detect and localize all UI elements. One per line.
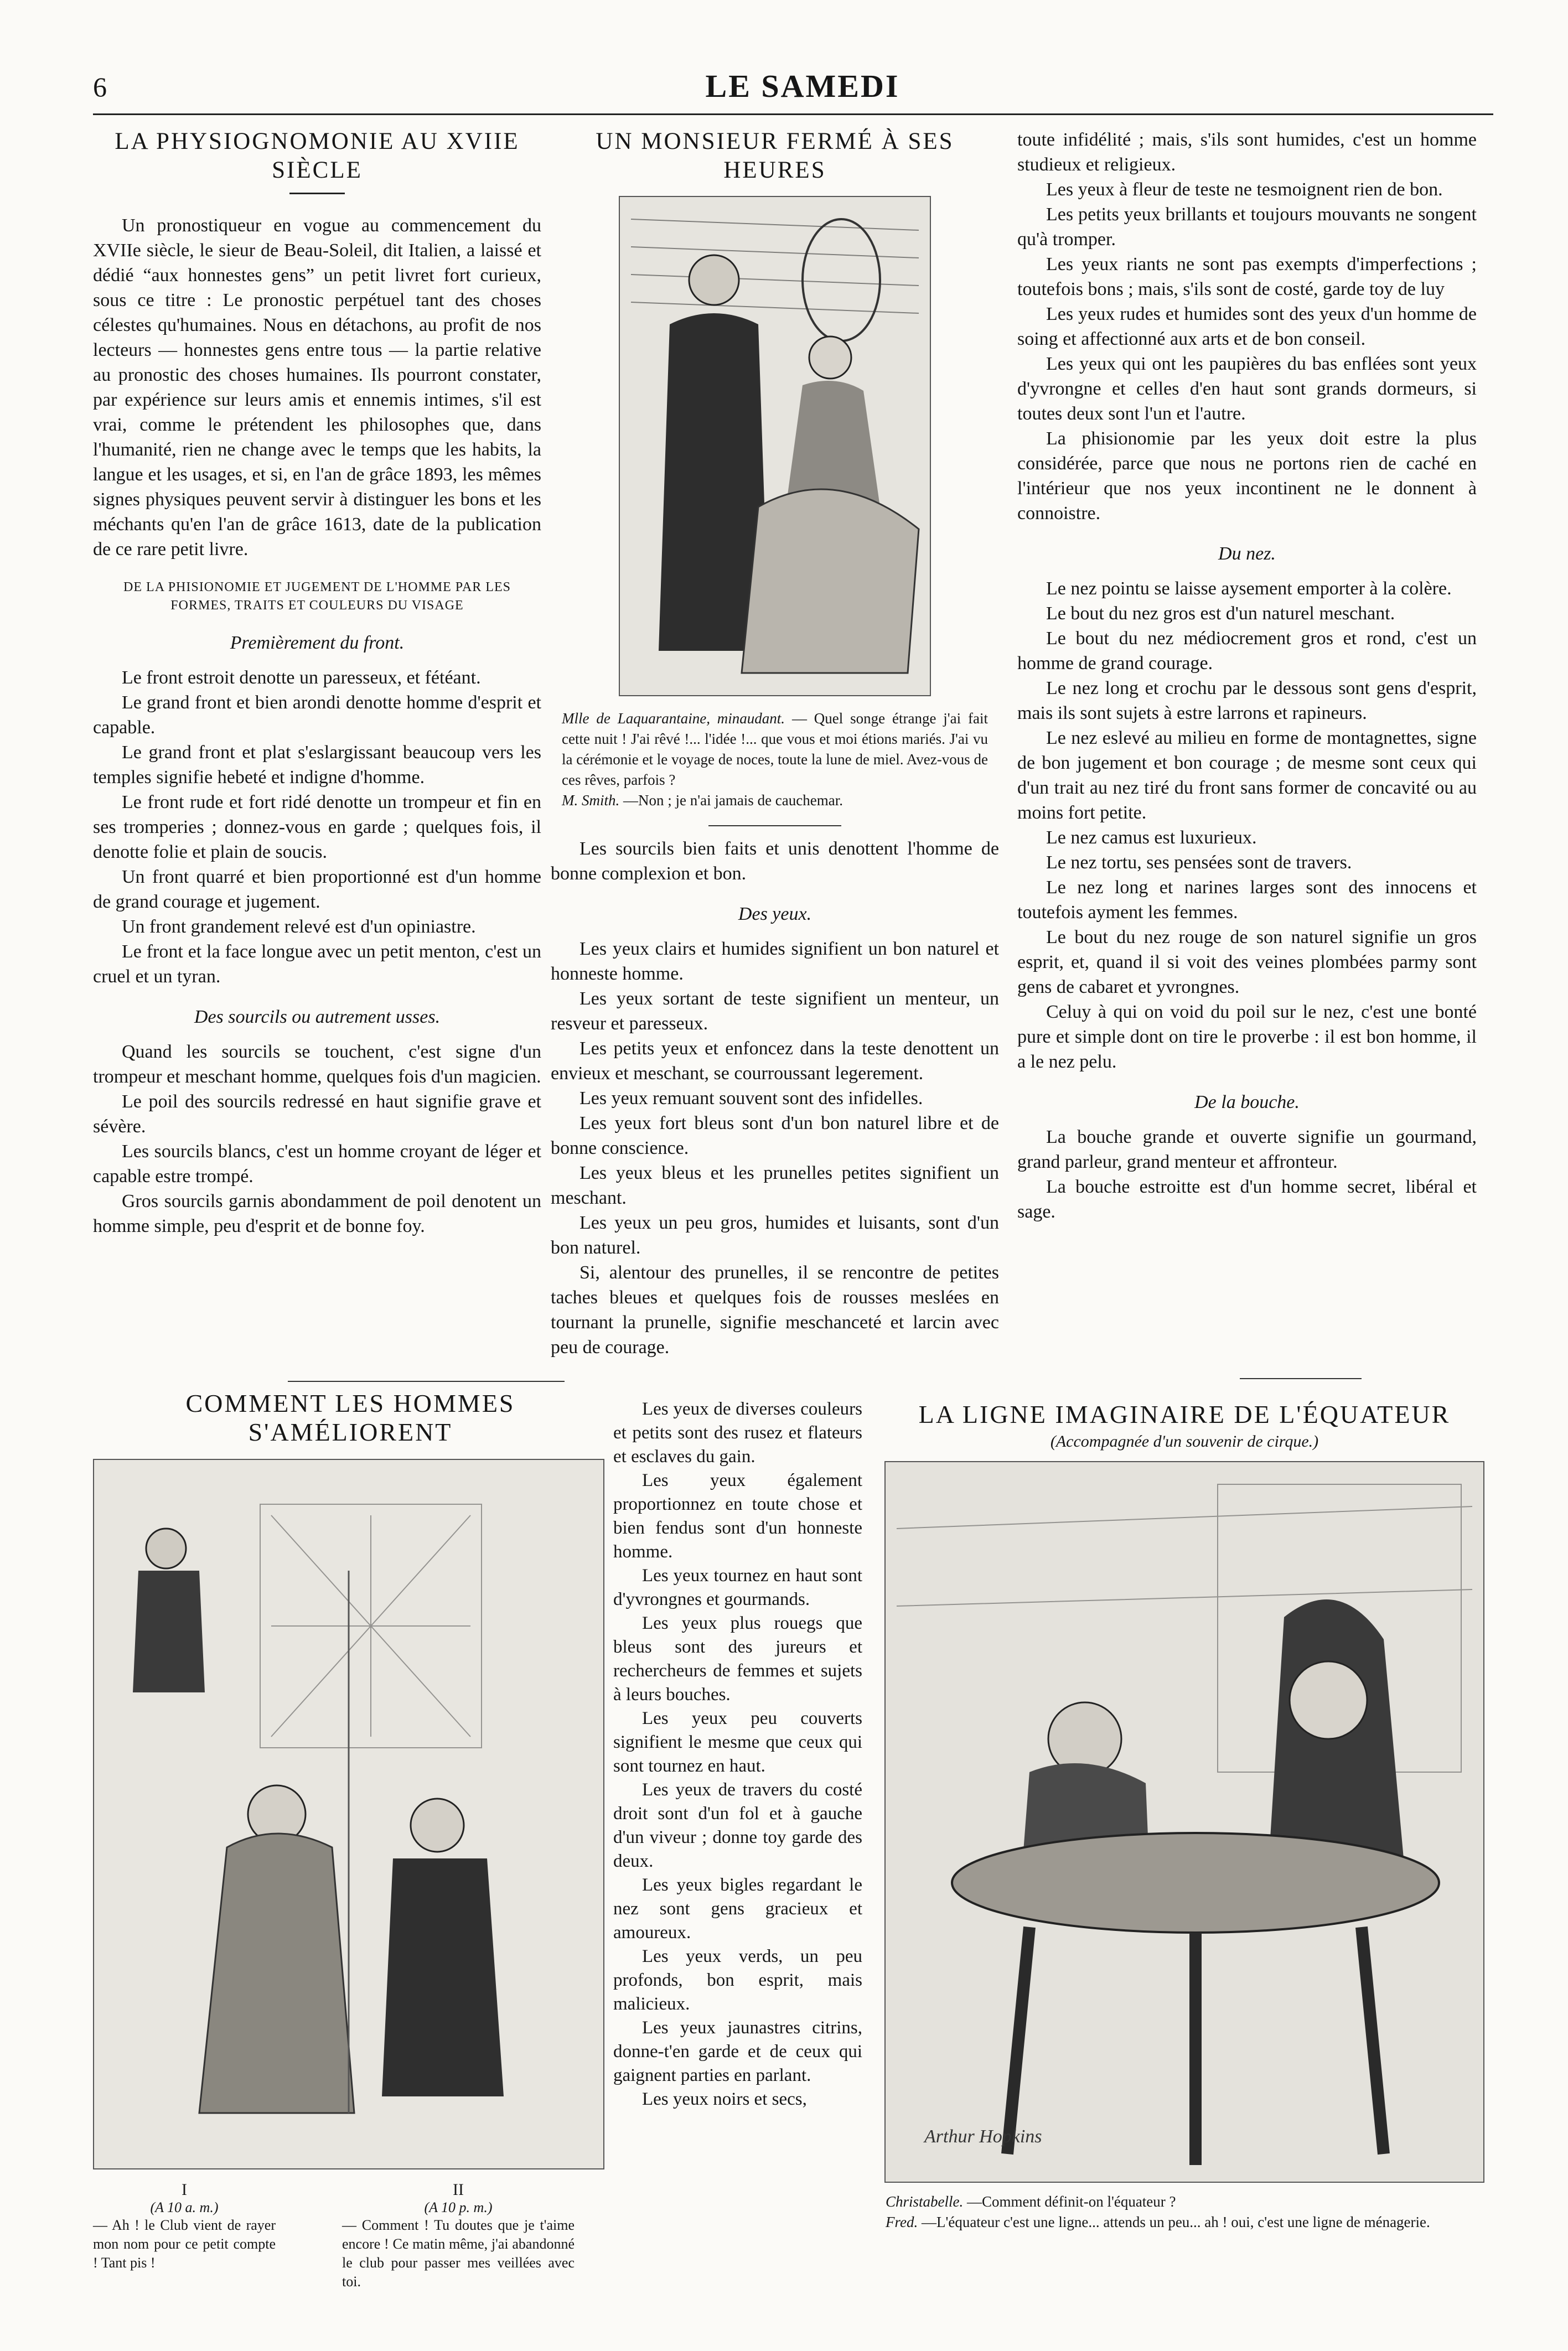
- physio-column-1: [93, 127, 541, 1239]
- front-paragraph: Le front rude et fort ridé denotte un trompeur et fin en ses tromperies ; donnez-vous en garde ; quelques fois, il denotte folie et plain de soucis.: [93, 792, 541, 862]
- yeux-heading: Des yeux.: [738, 904, 812, 924]
- yeux-paragraph: Les yeux de diverses couleurs et petits sont des rusez et flateurs et esclaves du gain.: [613, 1399, 862, 1467]
- nez-paragraph: Le nez long et crochu par le dessous sont gens d'esprit, mais ils sont sujets à estre larrons et rapineurs.: [1017, 678, 1477, 723]
- ligne-illustration: [884, 1461, 1484, 2183]
- comment-engraving-image: [94, 1460, 603, 2168]
- nez-paragraph: Le nez tortu, ses pensées sont de travers.: [1046, 852, 1352, 873]
- ligne-title: LA LIGNE IMAGINAIRE DE L'ÉQUATEUR: [918, 1400, 1451, 1428]
- monsieur-block: [551, 127, 999, 1360]
- ligne-engraving-image: [886, 1462, 1483, 2182]
- nez-paragraph: Celuy à qui on void du poil sur le nez, c'est une bonté pure et simple dont on tire le proverbe : il est bon homme, il a le nez pelu.: [1017, 1002, 1477, 1072]
- yeux-paragraph: Les yeux sortant de teste signifient un menteur, un resveur et paresseux.: [551, 988, 999, 1034]
- yeux-paragraph: Les petits yeux brillants et toujours mouvants ne songent qu'à tromper.: [1017, 204, 1477, 250]
- yeux-paragraph: Les yeux riants ne sont pas exempts d'imperfections ; toutefois bons ; mais, s'ils sont de costé, garde toy de luy: [1017, 254, 1477, 299]
- physio-intro: Un pronostiqueur en vogue au commencement du XVIIe siècle, le sieur de Beau-Soleil, dit Italien, a laissé et dédié “aux honnestes gens” un petit livret fort curieux, sous ce titre : Le pronostic perpétuel tant des choses célestes qu'humaines. Nous en détachons, au profit de nos lecteurs — honnestes gens entre tous — la partie relative au pronostic des choses humaines. Ils pourront constater, par expérience sur leurs amis et ennemis intimes, s'il est vrai, comme le prétendent les philosophes que, dans l'humanité, rien ne change avec le temps que les habits, la langue et les usages, et si, en l'an de grâce 1893, les mêmes signes physiques peuvent servir à distinguer les bons et les méchants qu'en l'an de grâce 1613, date de la publication de ce rare petit livre.: [93, 215, 541, 560]
- yeux-paragraph: La phisionomie par les yeux doit estre la plus considérée, parce que nous ne portons rien de caché en l'intérieur que nos yeux incontinent ne le donnent à connoistre.: [1017, 428, 1477, 524]
- nez-paragraph: Le bout du nez rouge de son naturel signifie un gros esprit, et, quand il si voit des veines plombées parmy sont gens de cabaret et yvrongnes.: [1017, 927, 1477, 997]
- bouche-paragraph: La bouche grande et ouverte signifie un gourmand, grand parleur, grand menteur et affronteur.: [1017, 1127, 1477, 1172]
- section-separator: [1240, 1378, 1362, 1379]
- ligne-subtitle: (Accompagnée d'un souvenir de cirque.): [1050, 1432, 1319, 1451]
- comment-panel-1: [93, 2177, 276, 2291]
- comment-illustration: [93, 1459, 604, 2169]
- sourcils-paragraph: Le poil des sourcils redressé en haut signifie grave et sévère.: [93, 1091, 541, 1137]
- sourcils-paragraph: Les sourcils bien faits et unis denottent l'homme de bonne complexion et bon.: [551, 838, 999, 884]
- comment-panels: [93, 2177, 608, 2291]
- nez-heading: Du nez.: [1218, 543, 1276, 564]
- panel-text: — Ah ! le Club vient de rayer mon nom pour ce petit compte ! Tant pis !: [93, 2217, 276, 2271]
- front-paragraph: Le front estroit denotte un paresseux, et fétéant.: [122, 667, 481, 688]
- ligne-caption: [886, 2192, 1483, 2233]
- yeux-paragraph: Les yeux un peu gros, humides et luisants, sont d'un bon naturel.: [551, 1213, 999, 1258]
- yeux-paragraph: Les yeux fort bleus sont d'un bon naturel libre et de bonne conscience.: [551, 1113, 999, 1158]
- front-heading: Premièrement du front.: [230, 633, 405, 653]
- masthead: LE SAMEDI: [705, 68, 900, 104]
- ligne-block: [880, 1400, 1489, 2233]
- section-separator: [288, 1381, 565, 1382]
- page-number: 6: [93, 71, 107, 102]
- yeux-paragraph: toute infidélité ; mais, s'ils sont humides, c'est un homme studieux et religieux.: [1017, 130, 1477, 175]
- nez-paragraph: Le nez camus est luxurieux.: [1046, 827, 1257, 848]
- yeux-paragraph: Les yeux également proportionnez en toute chose et bien fendus sont d'un honneste homme.: [613, 1470, 862, 1562]
- caption-speaker: Christabelle.: [886, 2193, 964, 2210]
- monsieur-caption: [562, 708, 988, 811]
- comment-block: [93, 1389, 608, 2291]
- yeux-paragraph: Les yeux jaunastres citrins, donne-t'en garde et de ceux qui gaignent parties en parlant.: [613, 2018, 862, 2085]
- caption-text: —L'équateur c'est une ligne... attends un peu... ah ! oui, c'est une ligne de ménagerie.: [921, 2214, 1430, 2230]
- sourcils-paragraph: Gros sourcils garnis abondamment de poil denotent un homme simple, peu d'esprit et de bonne foy.: [93, 1191, 541, 1236]
- yeux-paragraph: Les yeux noirs et secs,: [642, 2089, 807, 2109]
- monsieur-illustration: [619, 196, 931, 696]
- yeux-paragraph: Les yeux peu couverts signifient le mesme que ceux qui sont tournez en haut.: [613, 1708, 862, 1776]
- front-paragraph: Un front grandement relevé est d'un opiniastre.: [122, 916, 476, 937]
- yeux-paragraph: Les yeux remuant souvent sont des infidelles.: [579, 1088, 923, 1109]
- physio-title: LA PHYSIOGNOMONIE AU XVIIE SIÈCLE: [115, 128, 520, 183]
- front-paragraph: Un front quarré et bien proportionné est d'un homme de grand courage et jugement.: [93, 867, 541, 912]
- yeux-paragraph: Les yeux de travers du costé droit sont d'un fol et à gauche d'un viveur ; donne toy garde des deux.: [613, 1780, 862, 1871]
- panel-number: I: [182, 2181, 187, 2199]
- caption-speaker: M. Smith.: [562, 792, 620, 809]
- sourcils-paragraph: Quand les sourcils se touchent, c'est signe d'un trompeur et meschant homme, quelques fois d'un magicien.: [93, 1042, 541, 1087]
- comment-panel-2: [342, 2177, 575, 2291]
- front-paragraph: Le grand front et bien arondi denotte homme d'esprit et capable.: [93, 692, 541, 738]
- yeux-paragraph: Les yeux clairs et humides signifient un bon naturel et honneste homme.: [551, 939, 999, 984]
- panel-text: — Comment ! Tu doutes que je t'aime encore ! Ce matin même, j'ai abandonné le club pour passer mes veillées avec toi.: [342, 2217, 575, 2290]
- front-paragraph: Le front et la face longue avec un petit menton, c'est un cruel et un tyran.: [93, 941, 541, 987]
- panel-time: (A 10 p. m.): [424, 2199, 493, 2215]
- monsieur-title: UN MONSIEUR FERMÉ À SES HEURES: [596, 128, 954, 183]
- physio-narrow-column: [613, 1397, 862, 2111]
- sourcils-heading: Des sourcils ou autrement usses.: [194, 1007, 441, 1027]
- comment-title: COMMENT LES HOMMES S'AMÉLIORENT: [185, 1389, 515, 1446]
- caption-text: —Comment définit-on l'équateur ?: [967, 2193, 1176, 2210]
- nez-paragraph: Le nez long et narines larges sont des innocens et toutefois ayment les femmes.: [1017, 877, 1477, 923]
- sourcils-paragraph: Les sourcils blancs, c'est un homme croyant de léger et capable estre trompé.: [93, 1141, 541, 1187]
- caption-text: — Quel songe étrange j'ai fait cette nuit ! J'ai rêvé !... l'idée !... que vous et moi étions mariés. J'ai vu la cérémonie et le voyage de noces, toute la lune de miel. Avez-vous de ces rêves, parfois ?: [562, 710, 989, 788]
- caption-text: —Non ; je n'ai jamais de cauchemar.: [623, 792, 843, 809]
- bouche-heading: De la bouche.: [1194, 1092, 1300, 1112]
- yeux-paragraph: Les yeux à fleur de teste ne tesmoignent rien de bon.: [1046, 179, 1443, 200]
- nez-paragraph: Le bout du nez gros est d'un naturel meschant.: [1046, 603, 1395, 624]
- physio-column-3: [1017, 127, 1477, 1224]
- caption-speaker: Mlle de Laquarantaine, minaudant.: [562, 710, 785, 727]
- yeux-paragraph: Si, alentour des prunelles, il se rencontre de petites taches bleues et quelques fois de rousses meslées en tournant la prunelle, signifie meschanceté et larcin avec peu de courage.: [551, 1262, 999, 1358]
- yeux-paragraph: Les yeux tournez en haut sont d'yvrongnes et gourmands.: [613, 1566, 862, 1609]
- header-rule: [93, 113, 1493, 115]
- nez-paragraph: Le bout du nez médiocrement gros et rond, c'est un homme de grand courage.: [1017, 628, 1477, 674]
- caption-speaker: Fred.: [886, 2214, 918, 2230]
- yeux-paragraph: Les yeux bigles regardant le nez sont gens gracieux et amoureux.: [613, 1875, 862, 1943]
- nez-paragraph: Le nez pointu se laisse aysement emporter à la colère.: [1046, 578, 1452, 599]
- panel-number: II: [453, 2181, 464, 2199]
- nez-paragraph: Le nez eslevé au milieu en forme de montagnettes, signe de bon jugement et bon courage ; de mesme sont ceux qui d'un trait au nez tiré du front sans former de concavité ou au moins fort petite.: [1017, 728, 1477, 823]
- title-rule: [289, 193, 345, 194]
- yeux-paragraph: Les yeux verds, un peu profonds, bon esprit, mais malicieux.: [613, 1946, 862, 2014]
- yeux-paragraph: Les yeux rudes et humides sont des yeux d'un homme de soing et affectionné aux arts et de bon conseil.: [1017, 304, 1477, 349]
- front-paragraph: Le grand front et plat s'eslargissant beaucoup vers les temples signifie hebeté et indigne d'homme.: [93, 742, 541, 788]
- physio-column-2: [551, 836, 999, 1360]
- physio-section-title: DE LA PHISIONOMIE ET JUGEMENT DE L'HOMME PAR LES FORMES, TRAITS ET COULEURS DU VISAGE: [123, 580, 511, 613]
- panel-time: (A 10 a. m.): [150, 2199, 219, 2215]
- yeux-paragraph: Les petits yeux et enfoncez dans la teste denottent un envieux et meschant, se courroussant legerement.: [551, 1038, 999, 1084]
- caption-rule: [708, 825, 841, 826]
- yeux-paragraph: Les yeux qui ont les paupières du bas enflées sont yeux d'yvrongne et celles d'en haut sont grands dormeurs, si toutes deux sont l'un et l'autre.: [1017, 354, 1477, 424]
- artist-signature: Arthur Hopkins: [924, 2126, 1042, 2147]
- yeux-paragraph: Les yeux bleus et les prunelles petites signifient un meschant.: [551, 1163, 999, 1208]
- yeux-paragraph: Les yeux plus rouegs que bleus sont des jureurs et rechercheurs de femmes et sujets à leurs bouches.: [613, 1613, 862, 1705]
- monsieur-engraving-image: [620, 197, 930, 695]
- bouche-paragraph: La bouche estroitte est d'un homme secret, libéral et sage.: [1017, 1177, 1477, 1222]
